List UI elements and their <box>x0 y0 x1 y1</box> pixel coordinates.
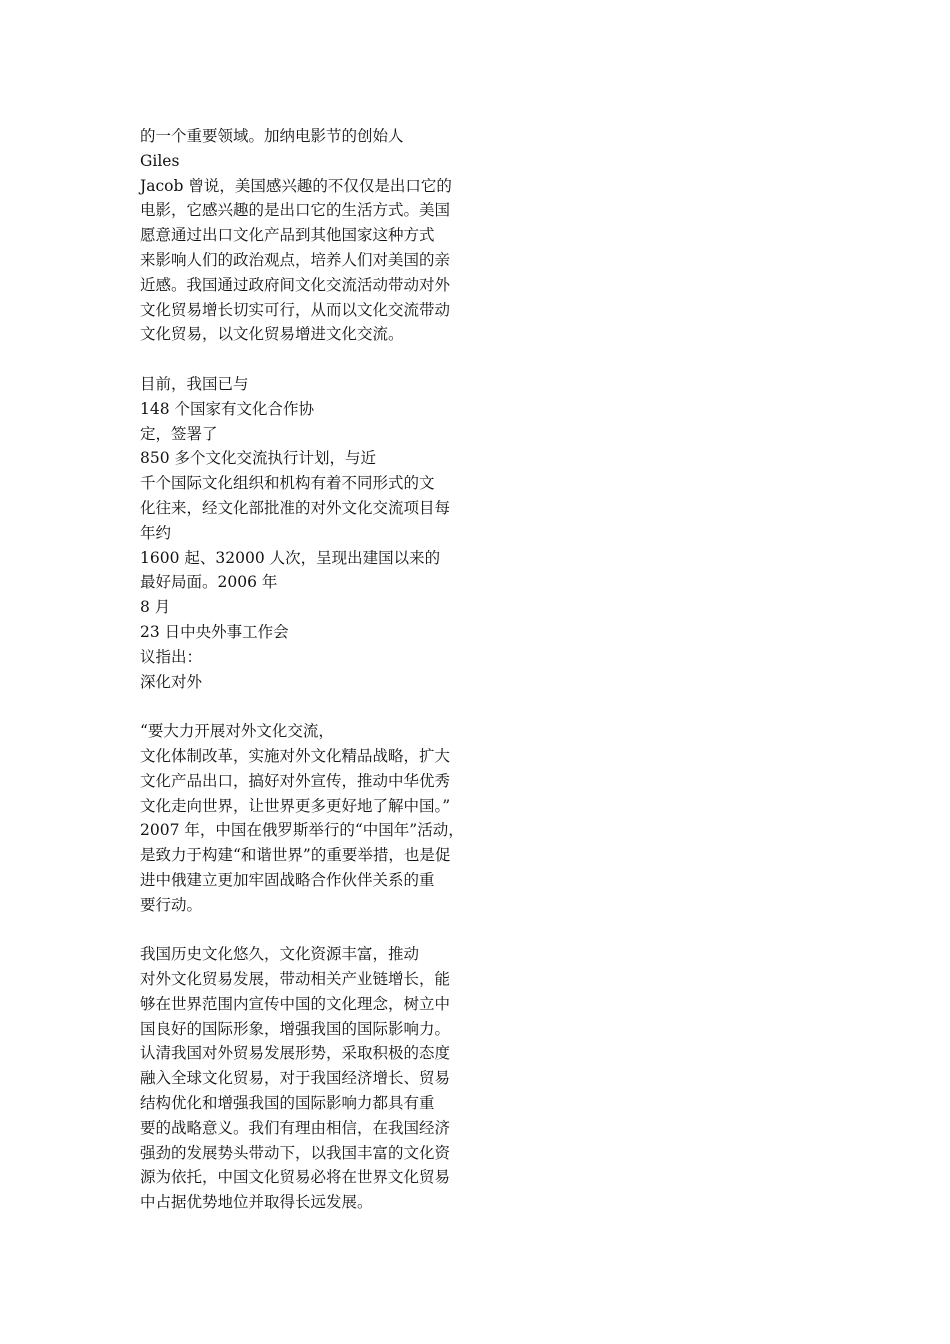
text-line: 23 日中央外事工作会 <box>140 622 289 641</box>
text-line: 融入全球文化贸易，对于我国经济增长、贸易 <box>140 1069 451 1088</box>
text-line: Jacob 曾说，美国感兴趣的不仅仅是出口它的 <box>140 176 452 195</box>
text-line: 对外文化贸易发展，带动相关产业链增长，能 <box>140 970 451 989</box>
text-line: 文化贸易增长切实可行，从而以文化交流带动 <box>140 300 451 319</box>
text-line: 我国历史文化悠久，文化资源丰富，推动 <box>140 945 420 964</box>
text-line: 目前，我国已与 <box>140 374 249 393</box>
text-line: 千个国际文化组织和机构有着不同形式的文 <box>140 474 435 493</box>
text-line: 电影，它感兴趣的是出口它的生活方式。美国 <box>140 201 451 220</box>
paragraph-spacer <box>140 694 520 719</box>
paragraph-1 <box>140 124 520 347</box>
paragraph-spacer <box>140 347 520 372</box>
text-line: 的一个重要领域。加纳电影节的创始人 <box>140 127 404 145</box>
text-line: 近感。我国通过政府间文化交流活动带动对外 <box>140 275 451 294</box>
text-line: 文化贸易，以文化贸易增进文化交流。 <box>140 325 404 344</box>
text-line: 文化体制改革，实施对外文化精品战略，扩大 <box>140 746 451 765</box>
text-line: 强劲的发展势头带动下，以我国丰富的文化资 <box>140 1143 451 1162</box>
text-line: 1600 起、32000 人次，呈现出建国以来的 <box>140 548 441 567</box>
text-line: 850 多个文化交流执行计划，与近 <box>140 449 377 468</box>
text-line: “要大力开展对外文化交流， <box>140 722 334 741</box>
text-line: 认清我国对外贸易发展形势，采取积极的态度 <box>140 1044 451 1063</box>
text-line: 愿意通过出口文化产品到其他国家这种方式 <box>140 226 435 245</box>
text-line: 源为依托，中国文化贸易必将在世界文化贸易 <box>140 1168 451 1187</box>
text-line: 要的战略意义。我们有理由相信，在我国经济 <box>140 1118 451 1137</box>
text-line: 2007 年，中国在俄罗斯举行的“中国年”活动， <box>140 821 464 840</box>
text-line: 国良好的国际形象，增强我国的国际影响力。 <box>140 1019 451 1038</box>
text-line: 够在世界范围内宣传中国的文化理念，树立中 <box>140 994 451 1013</box>
text-line: Giles <box>140 151 180 170</box>
text-line: 文化产品出口，搞好对外宣传，推动中华优秀 <box>140 771 451 790</box>
text-line: 是致力于构建“和谐世界”的重要举措，也是促 <box>140 846 451 865</box>
text-line: 148 个国家有文化合作协 <box>140 399 315 418</box>
text-line: 文化走向世界，让世界更多更好地了解中国。” <box>140 796 451 815</box>
text-line: 中占据优势地位并取得长远发展。 <box>140 1193 373 1212</box>
text-line: 进中俄建立更加牢固战略合作伙伴关系的重 <box>140 870 435 889</box>
text-line: 结构优化和增强我国的国际影响力都具有重 <box>140 1094 435 1113</box>
text-line: 深化对外 <box>140 672 203 691</box>
text-line: 8 月 <box>140 598 171 617</box>
text-line: 定，签署了 <box>140 424 218 443</box>
paragraph-spacer <box>140 918 520 943</box>
paragraph-3 <box>140 719 520 917</box>
text-line: 要行动。 <box>140 895 203 914</box>
text-line: 年约 <box>140 523 172 542</box>
paragraph-4 <box>140 942 520 1215</box>
text-line: 最好局面。2006 年 <box>140 573 278 592</box>
text-line: 化往来，经文化部批准的对外文化交流项目每 <box>140 498 451 517</box>
text-line: 议指出： <box>140 647 203 666</box>
paragraph-2 <box>140 372 520 694</box>
text-line: 来影响人们的政治观点，培养人们对美国的亲 <box>140 250 451 269</box>
document-body <box>140 124 520 1215</box>
